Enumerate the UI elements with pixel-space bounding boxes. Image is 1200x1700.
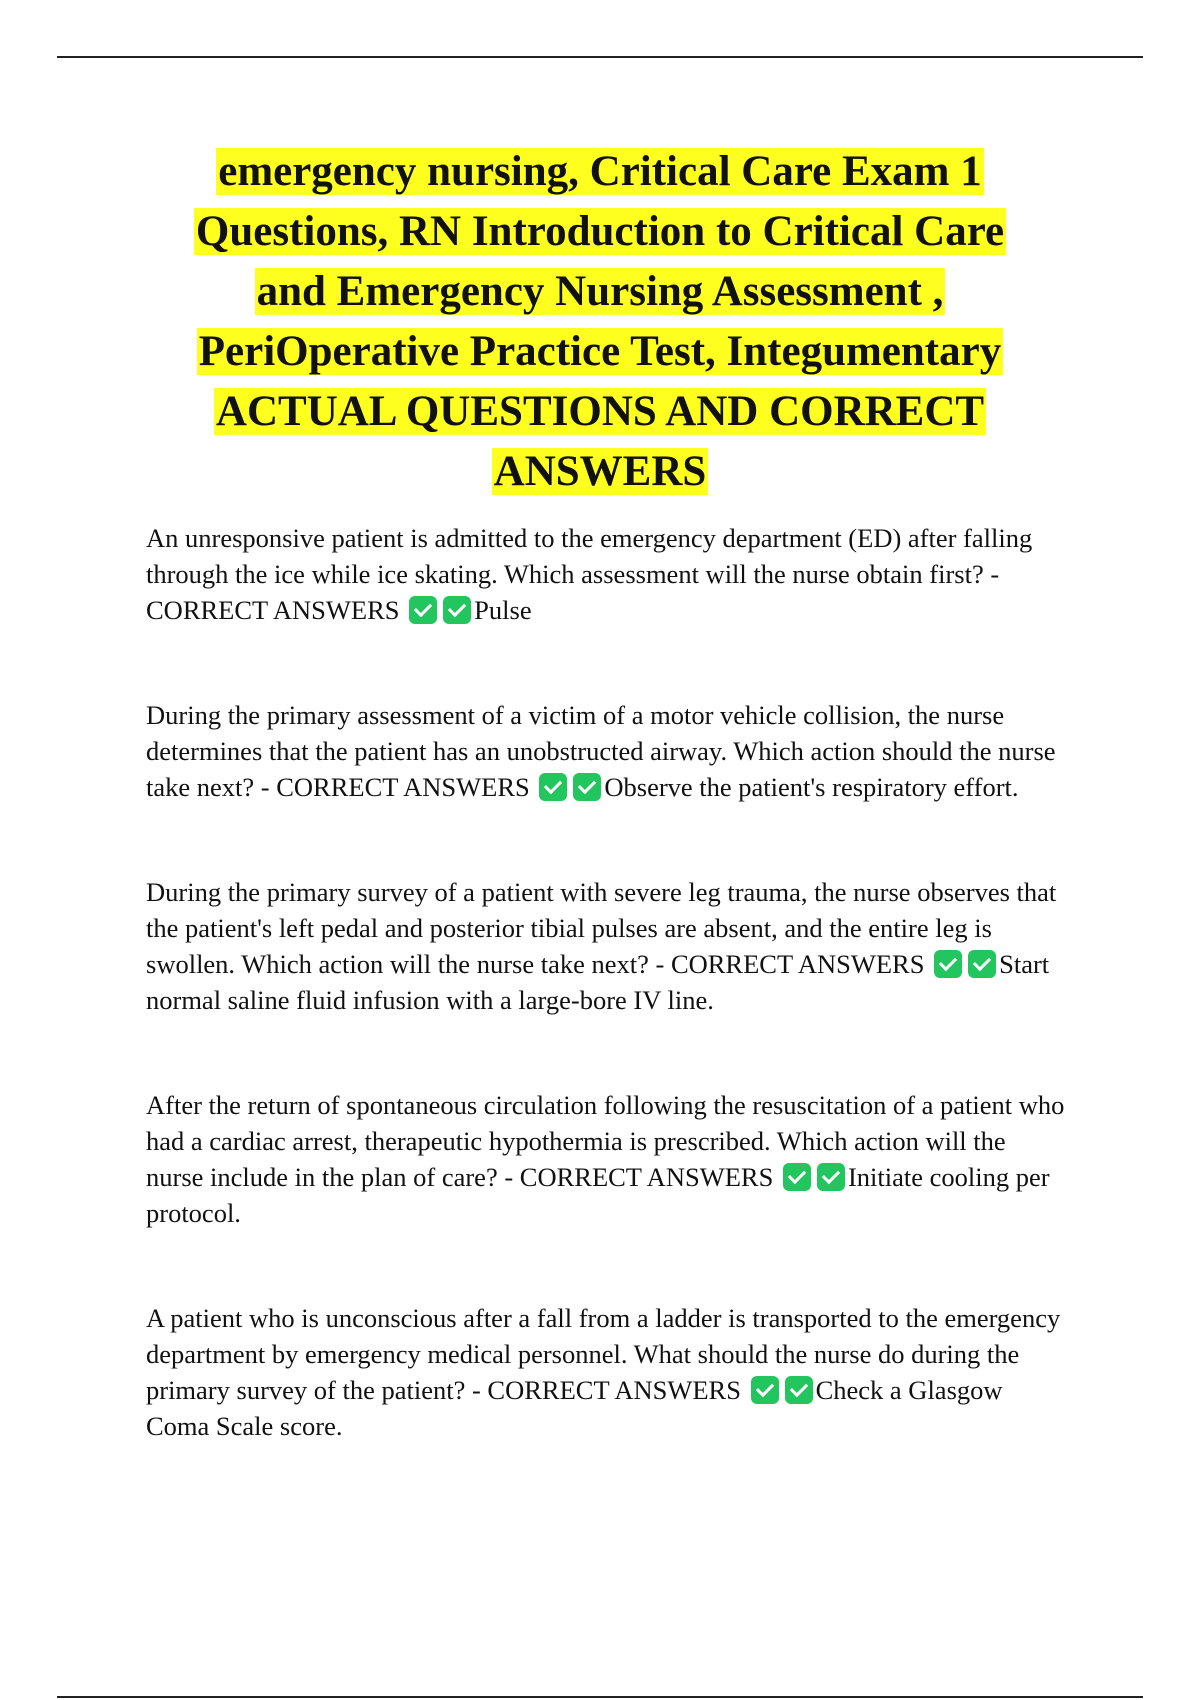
qa-item xyxy=(146,874,1066,1018)
document-title xyxy=(100,142,1100,502)
check-icon xyxy=(934,950,962,978)
check-icon xyxy=(409,596,437,624)
check-icon xyxy=(968,950,996,978)
title-line: ANSWERS xyxy=(493,448,707,495)
check-icon xyxy=(539,773,567,801)
qa-item xyxy=(146,1300,1066,1444)
title-line: and Emergency Nursing Assessment , xyxy=(256,268,944,315)
check-icon xyxy=(443,596,471,624)
answer-text: Pulse xyxy=(474,595,532,625)
check-icon xyxy=(573,773,601,801)
answer-text: Observe the patient's respiratory effort. xyxy=(604,772,1019,802)
qa-item xyxy=(146,1087,1066,1231)
title-line: emergency nursing, Critical Care Exam 1 xyxy=(218,148,982,195)
question-text: An unresponsive patient is admitted to the emergency department (ED) after falling through the ice while ice skating. Which assessment will the nurse obtain first? - CORRECT ANSWERS xyxy=(146,523,1033,625)
check-icon xyxy=(817,1163,845,1191)
title-line: Questions, RN Introduction to Critical Care xyxy=(195,208,1005,255)
title-line: ACTUAL QUESTIONS AND CORRECT xyxy=(215,388,985,435)
question-text: A patient who is unconscious after a fall from a ladder is transported to the emergency department by emergency medical personnel. What should the nurse do during the primary survey of the patient? - CORRECT ANSWERS xyxy=(146,1303,1061,1405)
bottom-rule xyxy=(57,1696,1143,1698)
answer-text: Check a Glasgow Coma Scale score. xyxy=(146,1375,1003,1441)
answer-text: Start normal saline fluid infusion with a large-bore IV line. xyxy=(146,949,1050,1015)
question-text: During the primary survey of a patient with severe leg trauma, the nurse observes that the patient's left pedal and posterior tibial pulses are absent, and the entire leg is swollen. Which action will the nurse take next? - CORRECT ANSWERS xyxy=(146,877,1057,979)
check-icon xyxy=(785,1376,813,1404)
top-rule xyxy=(57,56,1143,58)
title-line: PeriOperative Practice Test, Integumentary xyxy=(198,328,1002,375)
question-text: During the primary assessment of a victim of a motor vehicle collision, the nurse determines that the patient has an unobstructed airway. Which action should the nurse take next? - CORRECT ANSWERS xyxy=(146,700,1056,802)
check-icon xyxy=(751,1376,779,1404)
answer-text: Initiate cooling per protocol. xyxy=(146,1162,1050,1228)
check-icon xyxy=(783,1163,811,1191)
qa-item xyxy=(146,697,1066,805)
qa-list xyxy=(146,520,1066,1444)
qa-item xyxy=(146,520,1066,628)
question-text: After the return of spontaneous circulation following the resuscitation of a patient who had a cardiac arrest, therapeutic hypothermia is prescribed. Which action will the nurse include in the plan of care? - CORRECT ANSWERS xyxy=(146,1090,1065,1192)
